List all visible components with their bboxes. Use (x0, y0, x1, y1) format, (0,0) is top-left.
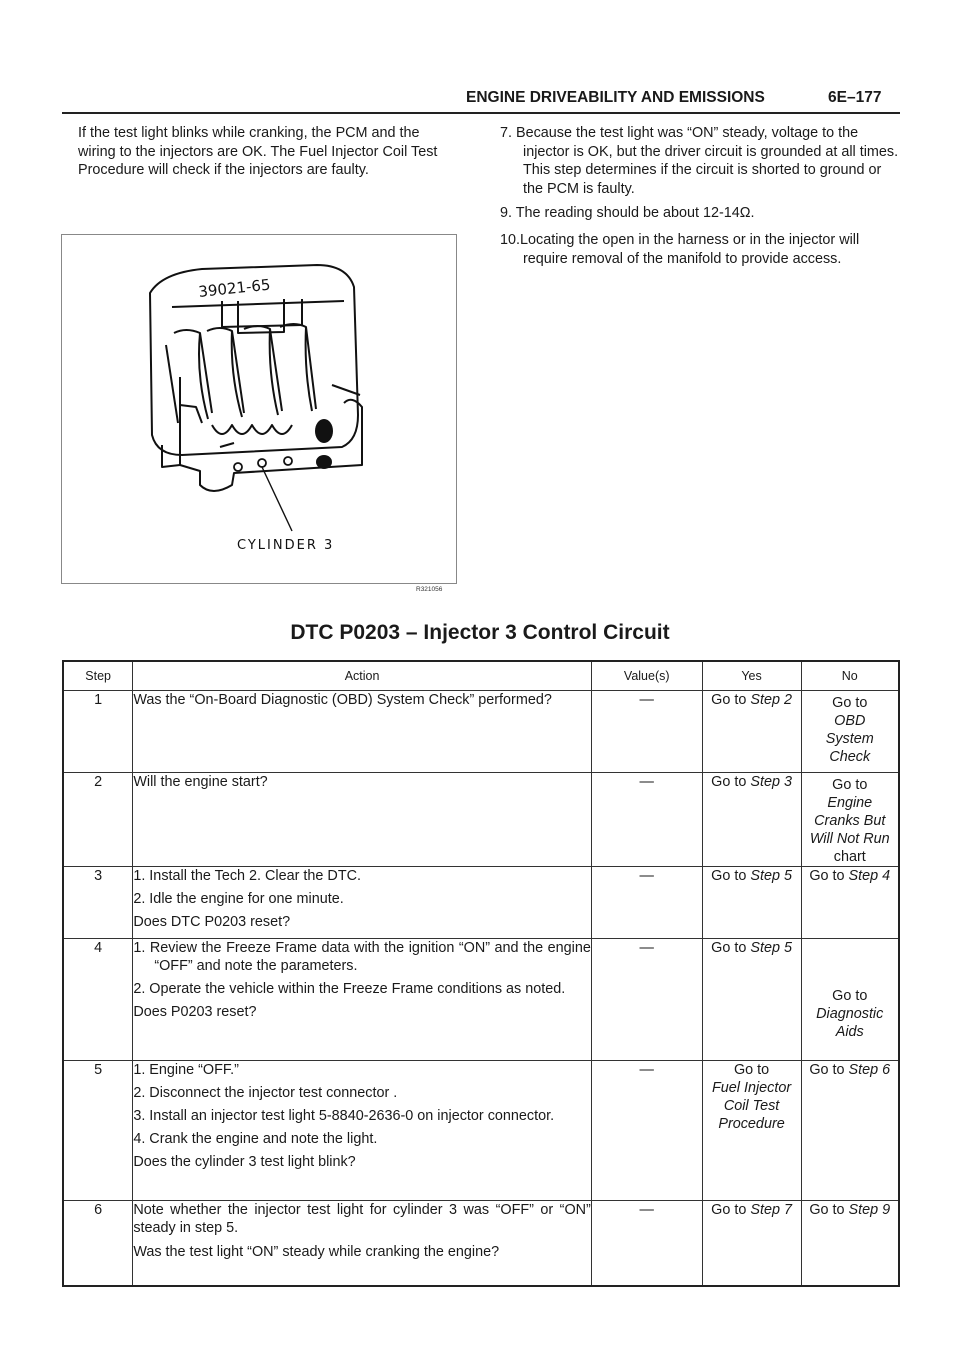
action-question: Does the cylinder 3 test light blink? (133, 1154, 356, 1170)
no-cell: Go to Diagnostic Aids (801, 939, 899, 1061)
note-7: 7. Because the test light was “ON” steady, voltage to the injector is OK, but the driver circuit is grounded at all times. This step determines if the circuit is shorted to ground or the PCM is faulty. (500, 125, 899, 197)
header-values: Value(s) (591, 661, 702, 691)
no-link[interactable]: Engine Cranks But Will Not Run (809, 795, 890, 847)
yes-link[interactable]: Step 3 (750, 774, 792, 790)
no-cell: Go to Step 6 (801, 1061, 899, 1201)
action-cell (133, 1201, 592, 1286)
yes-cell: Go to Step 5 (702, 939, 801, 1061)
note-10: 10.Locating the open in the harness or in the injector will require removal of the manifold to provide access. (500, 231, 860, 267)
no-link[interactable]: Step 6 (848, 1062, 891, 1078)
yes-cell: Go to Step 7 (702, 1201, 801, 1286)
no-cell: Go to Engine Cranks But Will Not Run chart (801, 773, 899, 867)
action-item: Note whether the injector test light for cylinder 3 was “OFF” or “ON” steady in step 5. (133, 1202, 591, 1236)
diagnostic-table (62, 660, 900, 1287)
no-link[interactable]: OBD System Check (825, 713, 874, 765)
action-text: Will the engine start? (133, 774, 268, 790)
header-action: Action (133, 661, 592, 691)
action-cell (133, 1061, 592, 1201)
no-link[interactable]: Step 9 (848, 1202, 891, 1218)
right-column (500, 124, 900, 276)
header-step: Step (63, 661, 133, 691)
step-number: 1 (63, 691, 133, 773)
figure-id: R321056 (416, 586, 443, 593)
action-cell (133, 691, 592, 773)
header-no: No (801, 661, 899, 691)
yes-link[interactable]: Step 2 (750, 692, 792, 708)
step-number: 4 (63, 939, 133, 1061)
left-paragraph: If the test light blinks while cranking, the PCM and the wiring to the injectors are OK. The Fuel Injector Coil Test Procedure will check if the injectors are faulty. (78, 125, 438, 179)
note-9: 9. The reading should be about 12-14Ω. (500, 205, 755, 222)
value-cell: — (591, 867, 702, 939)
table-header-row (63, 661, 899, 691)
value-cell: — (591, 773, 702, 867)
table-row (63, 867, 899, 939)
action-item: 4. Crank the engine and note the light. (133, 1131, 378, 1147)
no-link[interactable]: Step 4 (848, 868, 891, 884)
table-row (63, 1201, 899, 1286)
step-number: 2 (63, 773, 133, 867)
yes-cell: Go to Step 3 (702, 773, 801, 867)
section-title: DTC P0203 – Injector 3 Control Circuit (290, 621, 670, 644)
action-item: 1. Review the Freeze Frame data with the ignition “ON” and the engine “OFF” and note the parameters. (133, 940, 591, 974)
table-row (63, 939, 899, 1061)
table-row (63, 1061, 899, 1201)
action-item: 2. Idle the engine for one minute. (133, 891, 344, 907)
table-row (63, 773, 899, 867)
action-cell (133, 867, 592, 939)
step-number: 3 (63, 867, 133, 939)
yes-cell: Go to Fuel Injector Coil Test Procedure (702, 1061, 801, 1201)
value-cell: — (591, 1201, 702, 1286)
action-text: Was the “On-Board Diagnostic (OBD) System Check” performed? (133, 692, 552, 708)
no-cell: Go to Step 4 (801, 867, 899, 939)
no-link[interactable]: Diagnostic Aids (816, 1005, 884, 1040)
yes-cell: Go to Step 5 (702, 867, 801, 939)
table-row (63, 691, 899, 773)
value-cell: — (591, 691, 702, 773)
action-question: Does P0203 reset? (133, 1004, 257, 1020)
action-item: 2. Operate the vehicle within the Freeze Frame conditions as noted. (133, 981, 566, 997)
step-number: 6 (63, 1201, 133, 1286)
no-cell: Go to OBD System Check (801, 691, 899, 773)
connector-figure (61, 234, 457, 584)
action-cell (133, 773, 592, 867)
yes-link[interactable]: Step 5 (750, 868, 792, 884)
yes-link[interactable]: Fuel Injector Coil Test Procedure (711, 1080, 792, 1132)
left-column (78, 124, 456, 180)
yes-link[interactable]: Step 5 (750, 940, 792, 956)
action-item: 3. Install an injector test light 5-8840-2636-0 on injector connector. (133, 1108, 555, 1124)
value-cell: — (591, 1061, 702, 1201)
action-cell (133, 939, 592, 1061)
action-item: 1. Install the Tech 2. Clear the DTC. (133, 868, 362, 884)
page-number: 6E–177 (828, 89, 882, 106)
action-question: Was the test light “ON” steady while cranking the engine? (133, 1244, 500, 1260)
yes-cell: Go to Step 2 (702, 691, 801, 773)
cylinder-label: CYLINDER 3 (237, 538, 335, 553)
part-number-label: 39021-65 (197, 275, 272, 301)
action-item: 2. Disconnect the injector test connector . (133, 1085, 398, 1101)
header-divider (62, 112, 900, 114)
no-cell: Go to Step 9 (801, 1201, 899, 1286)
action-question: Does DTC P0203 reset? (133, 914, 291, 930)
step-number: 5 (63, 1061, 133, 1201)
connector-illustration (62, 235, 458, 585)
action-item: 1. Engine “OFF.” (133, 1062, 239, 1078)
value-cell: — (591, 939, 702, 1061)
header-title: ENGINE DRIVEABILITY AND EMISSIONS (466, 89, 765, 106)
header-yes: Yes (702, 661, 801, 691)
yes-link[interactable]: Step 7 (750, 1202, 792, 1218)
